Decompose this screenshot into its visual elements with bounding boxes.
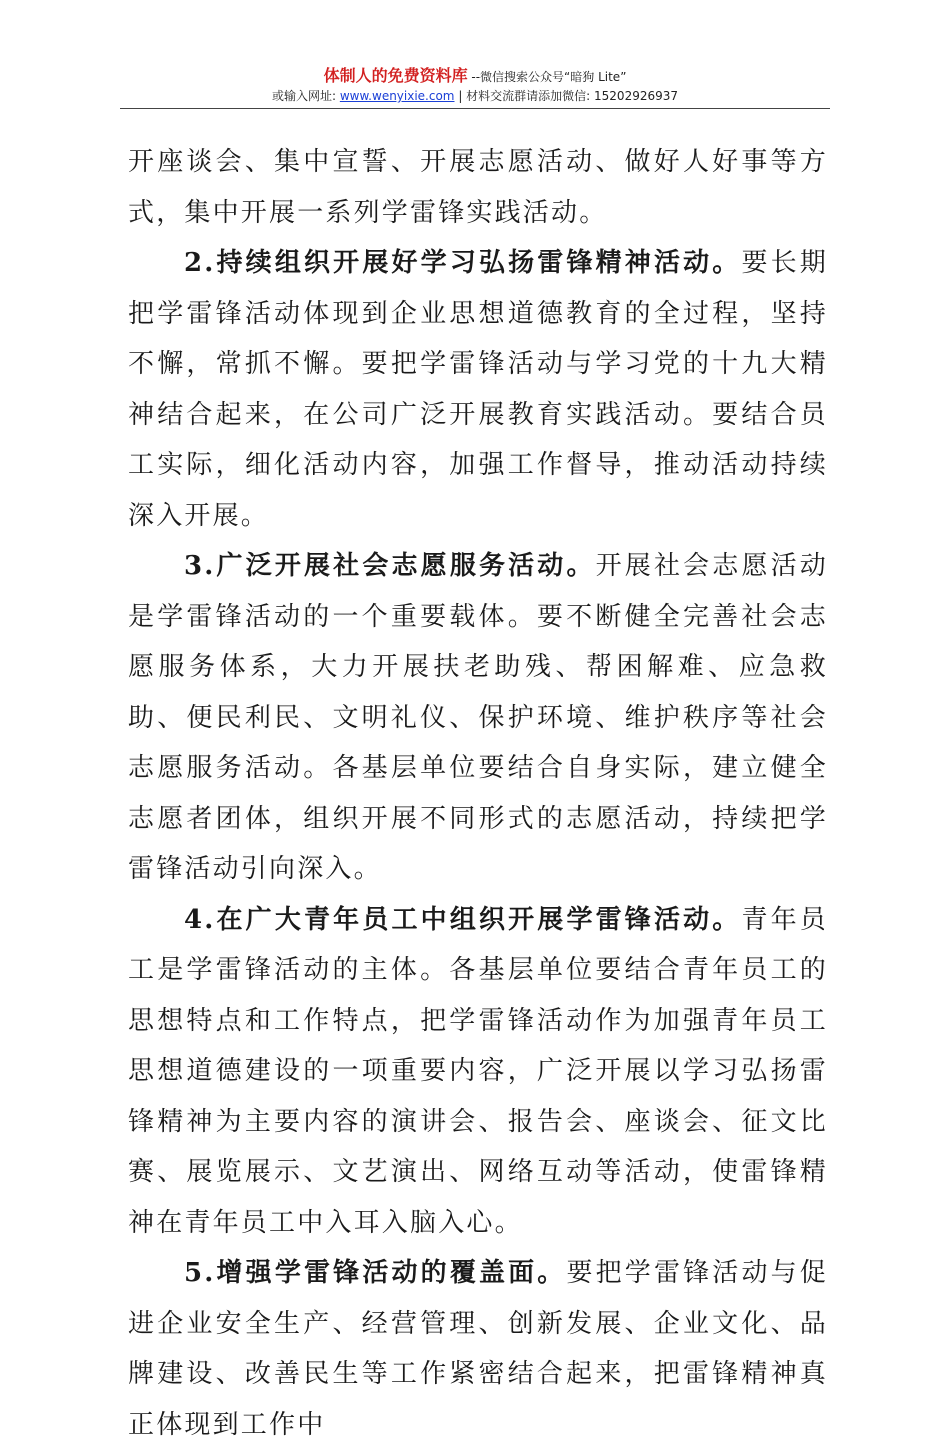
paragraph-text: 开展社会志愿活动是学雷锋活动的一个重要载体。要不断健全完善社会志愿服务体系，大力开展扶老助残、帮困解难、应急救助、便民利民、文明礼仪、保护环境、维护秩序等社会志愿服务活动。各基层单位要结合自身实际，建立健全志愿者团体，组织开展不同形式的志愿活动，持续把学雷锋活动引向深入。: [128, 551, 828, 884]
paragraph-item-5: [128, 1248, 828, 1450]
continuation-paragraph: 开座谈会、集中宣誓、开展志愿活动、做好人好事等方式，集中开展一系列学雷锋实践活动。: [128, 147, 828, 228]
url-prefix: 或输入网址:: [271, 89, 340, 103]
paragraph-text: 要长期把学雷锋活动体现到企业思想道德教育的全过程，坚持不懈，常抓不懈。要把学雷锋活动与学习党的十九大精神结合起来，在公司广泛开展教育实践活动。要结合员工实际，细化活动内容，加强工作督导，推动活动持续深入开展。: [128, 248, 828, 531]
paragraph-heading: 3.广泛开展社会志愿服务活动。: [184, 551, 596, 581]
header-contact-line: [120, 87, 830, 105]
page-header: [120, 66, 830, 105]
header-banner: [120, 66, 830, 87]
site-name: 体制人的免费资料库: [323, 66, 468, 85]
paragraph-text: 要把学雷锋活动与促进企业安全生产、经营管理、创新发展、企业文化、品牌建设、改善民生等工作紧密结合起来，把雷锋精神真正体现到工作中: [128, 1258, 828, 1440]
paragraph-item-2: [128, 238, 828, 541]
paragraph-heading: 5.增强学雷锋活动的覆盖面。: [184, 1258, 567, 1288]
contact-info: | 材料交流群请添加微信: 15202926937: [454, 89, 679, 103]
header-divider: [120, 108, 830, 109]
paragraph-item-3: [128, 541, 828, 895]
website-link[interactable]: www.wenyixie.com: [339, 89, 455, 103]
header-slogan: --微信搜索公众号“暗狗 Lite”: [467, 70, 627, 84]
paragraph-heading: 4.在广大青年员工中组织开展学雷锋活动。: [184, 904, 742, 935]
paragraph-item-4: [128, 895, 828, 1249]
paragraph-heading: 2.持续组织开展好学习弘扬雷锋精神活动。: [184, 248, 742, 278]
paragraph-text: 青年员工是学雷锋活动的主体。各基层单位要结合青年员工的思想特点和工作特点，把学雷锋活动作为加强青年员工思想道德建设的一项重要内容，广泛开展以学习弘扬雷锋精神为主要内容的演讲会、报告会、座谈会、征文比赛、展览展示、文艺演出、网络互动等活动，使雷锋精神在青年员工中入耳入脑入心。: [128, 904, 828, 1238]
document-body: [128, 137, 828, 1450]
